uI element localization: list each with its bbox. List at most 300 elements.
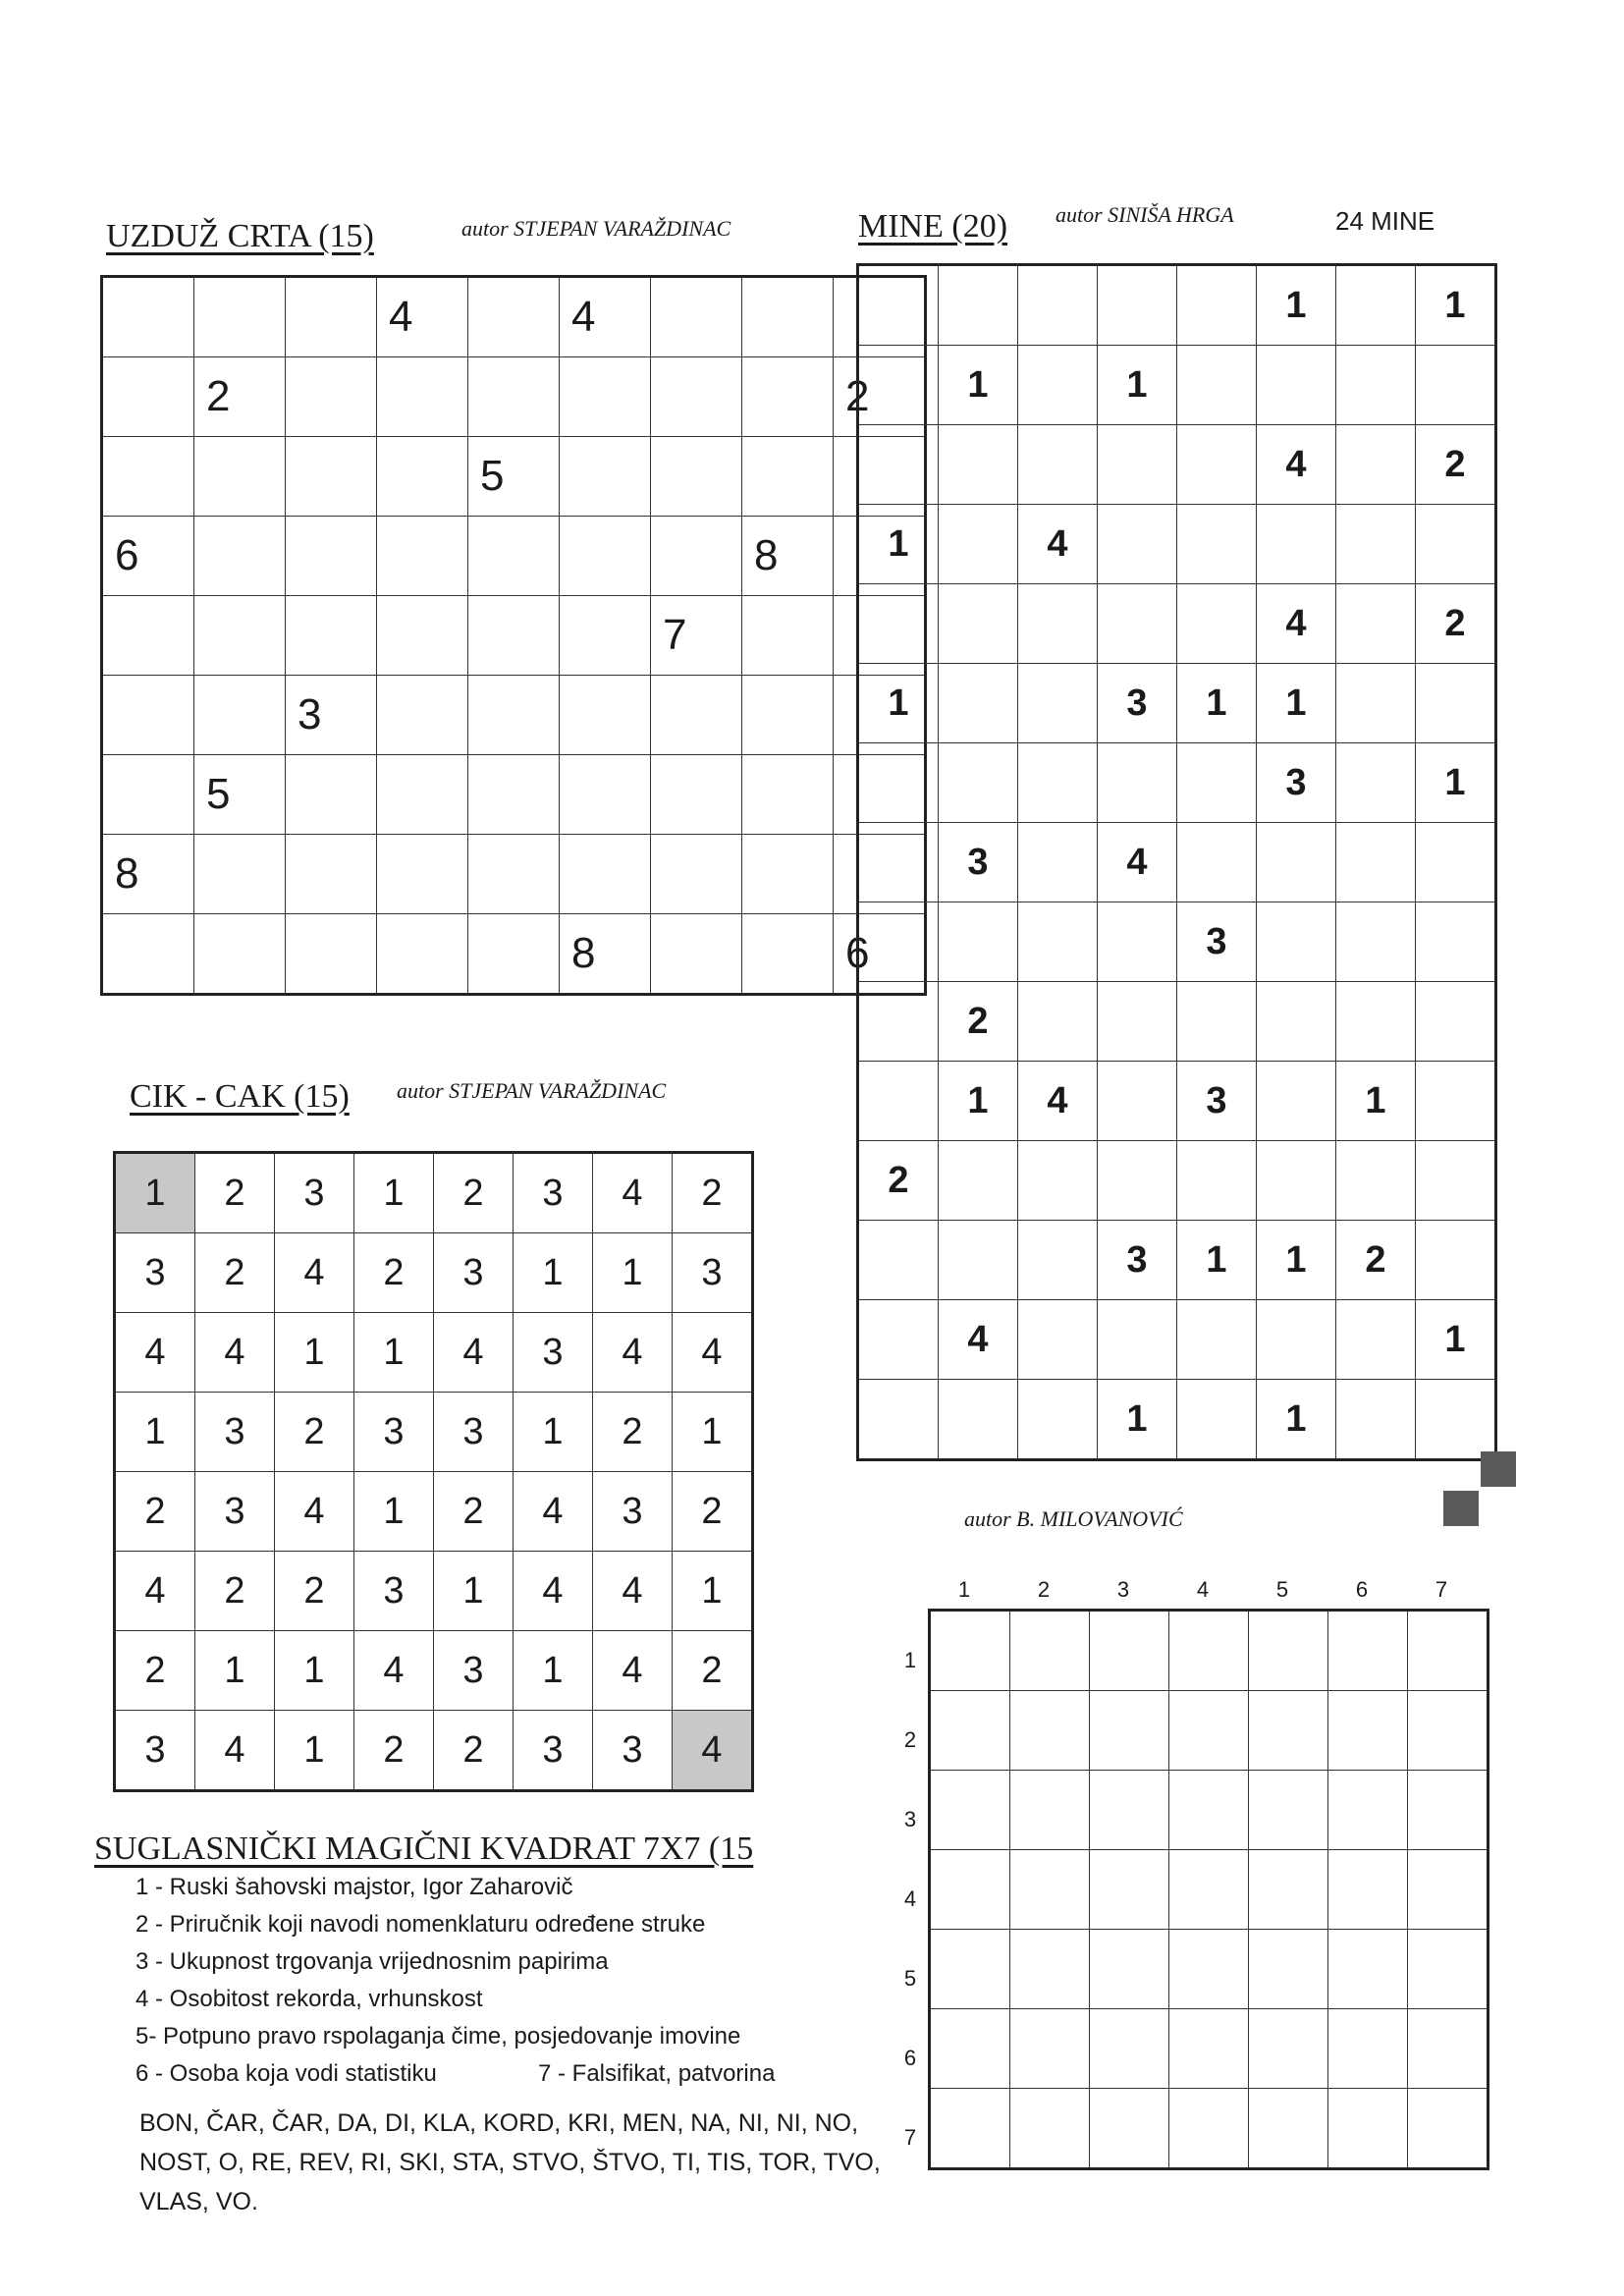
- grid-cell[interactable]: 8: [102, 835, 194, 914]
- grid-cell[interactable]: [651, 277, 742, 357]
- grid-cell[interactable]: [468, 676, 560, 755]
- magic-cell[interactable]: [930, 1850, 1010, 1930]
- grid-cell[interactable]: [102, 676, 194, 755]
- grid-cell[interactable]: [194, 596, 286, 676]
- grid-cell[interactable]: 3: [593, 1472, 673, 1552]
- grid-cell[interactable]: 3: [514, 1153, 593, 1233]
- grid-cell[interactable]: 4: [115, 1313, 195, 1393]
- grid-cell[interactable]: [1336, 902, 1416, 982]
- grid-cell[interactable]: 1: [673, 1552, 753, 1631]
- grid-cell[interactable]: [1336, 1141, 1416, 1221]
- grid-cell[interactable]: 1: [275, 1313, 354, 1393]
- grid-cell[interactable]: 4: [377, 277, 468, 357]
- grid-cell[interactable]: [939, 505, 1018, 584]
- grid-cell[interactable]: 4: [593, 1552, 673, 1631]
- grid-cell[interactable]: [651, 835, 742, 914]
- grid-cell[interactable]: [858, 584, 939, 664]
- grid-cell[interactable]: 3: [673, 1233, 753, 1313]
- grid-cell[interactable]: 2: [673, 1153, 753, 1233]
- magic-cell[interactable]: [1010, 1771, 1090, 1850]
- magic-cell[interactable]: [1408, 1611, 1489, 1691]
- grid-cell[interactable]: [742, 835, 834, 914]
- grid-cell[interactable]: [1177, 425, 1257, 505]
- grid-cell[interactable]: [1098, 265, 1177, 346]
- grid-cell[interactable]: 4: [673, 1313, 753, 1393]
- grid-cell[interactable]: 4: [593, 1153, 673, 1233]
- grid-cell[interactable]: 4: [195, 1711, 275, 1791]
- grid-cell[interactable]: [1177, 1141, 1257, 1221]
- magic-cell[interactable]: [1169, 2009, 1249, 2089]
- grid-cell[interactable]: 8: [742, 517, 834, 596]
- grid-cell[interactable]: 5: [194, 755, 286, 835]
- grid-cell[interactable]: 1: [1098, 346, 1177, 425]
- magic-cell[interactable]: [1328, 1771, 1408, 1850]
- grid-cell[interactable]: [194, 835, 286, 914]
- grid-cell[interactable]: [1098, 584, 1177, 664]
- grid-cell[interactable]: [1018, 346, 1098, 425]
- grid-cell[interactable]: [1257, 1141, 1336, 1221]
- grid-cell[interactable]: [1336, 346, 1416, 425]
- grid-cell[interactable]: 1: [1257, 1380, 1336, 1460]
- grid-cell[interactable]: [560, 676, 651, 755]
- grid-cell[interactable]: [858, 823, 939, 902]
- grid-cell[interactable]: 1: [593, 1233, 673, 1313]
- magic-cell[interactable]: [1010, 1930, 1090, 2009]
- grid-cell[interactable]: [560, 835, 651, 914]
- grid-cell[interactable]: [1336, 584, 1416, 664]
- grid-cell[interactable]: [1177, 743, 1257, 823]
- grid-cell[interactable]: 2: [1416, 584, 1496, 664]
- grid-cell[interactable]: [286, 437, 377, 517]
- grid-cell[interactable]: [1098, 902, 1177, 982]
- grid-cell[interactable]: [742, 277, 834, 357]
- grid-cell[interactable]: 2: [834, 357, 926, 437]
- grid-cell[interactable]: [1416, 1380, 1496, 1460]
- magic-cell[interactable]: [1328, 1930, 1408, 2009]
- grid-cell[interactable]: 3: [195, 1472, 275, 1552]
- grid-cell[interactable]: [1336, 425, 1416, 505]
- magic-cell[interactable]: [1010, 2089, 1090, 2169]
- grid-cell[interactable]: [194, 277, 286, 357]
- grid-cell[interactable]: [377, 676, 468, 755]
- magic-cell[interactable]: [1328, 1691, 1408, 1771]
- magic-cell[interactable]: [1249, 1850, 1328, 1930]
- grid-cell[interactable]: [286, 596, 377, 676]
- grid-cell[interactable]: [1336, 1380, 1416, 1460]
- grid-cell[interactable]: [1018, 1221, 1098, 1300]
- grid-cell[interactable]: [1416, 823, 1496, 902]
- grid-cell[interactable]: 4: [1098, 823, 1177, 902]
- grid-cell[interactable]: [1257, 1300, 1336, 1380]
- grid-cell[interactable]: 3: [115, 1711, 195, 1791]
- grid-cell[interactable]: [1416, 982, 1496, 1062]
- grid-cell[interactable]: 2: [434, 1153, 514, 1233]
- grid-cell[interactable]: [286, 914, 377, 995]
- grid-cell[interactable]: 4: [593, 1631, 673, 1711]
- grid-cell[interactable]: 1: [354, 1313, 434, 1393]
- grid-cell[interactable]: 4: [673, 1711, 753, 1791]
- grid-cell[interactable]: 1: [1177, 1221, 1257, 1300]
- grid-cell[interactable]: [102, 914, 194, 995]
- grid-cell[interactable]: [560, 596, 651, 676]
- grid-cell[interactable]: 1: [514, 1393, 593, 1472]
- magic-cell[interactable]: [1249, 2009, 1328, 2089]
- grid-cell[interactable]: [1416, 664, 1496, 743]
- grid-cell[interactable]: 5: [468, 437, 560, 517]
- magic-cell[interactable]: [930, 1691, 1010, 1771]
- grid-cell[interactable]: [1177, 1300, 1257, 1380]
- magic-cell[interactable]: [1169, 1850, 1249, 1930]
- grid-cell[interactable]: [1177, 1380, 1257, 1460]
- grid-cell[interactable]: [468, 914, 560, 995]
- magic-cell[interactable]: [1169, 1691, 1249, 1771]
- grid-cell[interactable]: [102, 755, 194, 835]
- grid-cell[interactable]: [651, 357, 742, 437]
- magic-cell[interactable]: [1249, 1691, 1328, 1771]
- magic-cell[interactable]: [1408, 2089, 1489, 2169]
- grid-cell[interactable]: [651, 517, 742, 596]
- grid-cell[interactable]: 2: [195, 1233, 275, 1313]
- grid-cell[interactable]: [1098, 982, 1177, 1062]
- grid-cell[interactable]: [1257, 902, 1336, 982]
- grid-cell[interactable]: [286, 517, 377, 596]
- grid-cell[interactable]: [742, 437, 834, 517]
- grid-cell[interactable]: 1: [1416, 743, 1496, 823]
- grid-cell[interactable]: 3: [195, 1393, 275, 1472]
- grid-cell[interactable]: 4: [275, 1472, 354, 1552]
- grid-cell[interactable]: [1018, 584, 1098, 664]
- grid-cell[interactable]: 3: [434, 1233, 514, 1313]
- grid-cell[interactable]: [377, 914, 468, 995]
- grid-cell[interactable]: [560, 755, 651, 835]
- grid-cell[interactable]: [1098, 505, 1177, 584]
- magic-cell[interactable]: [1328, 2009, 1408, 2089]
- grid-cell[interactable]: 4: [275, 1233, 354, 1313]
- grid-cell[interactable]: [858, 982, 939, 1062]
- grid-cell[interactable]: 4: [1257, 425, 1336, 505]
- grid-cell[interactable]: 4: [1018, 1062, 1098, 1141]
- grid-cell[interactable]: [858, 1300, 939, 1380]
- grid-cell[interactable]: 1: [195, 1631, 275, 1711]
- grid-cell[interactable]: [1257, 982, 1336, 1062]
- grid-cell[interactable]: [1098, 743, 1177, 823]
- grid-cell[interactable]: 3: [354, 1552, 434, 1631]
- grid-cell[interactable]: [1416, 1141, 1496, 1221]
- grid-cell[interactable]: [1336, 982, 1416, 1062]
- grid-cell[interactable]: [377, 755, 468, 835]
- grid-cell[interactable]: 3: [1098, 1221, 1177, 1300]
- grid-cell[interactable]: 2: [195, 1153, 275, 1233]
- grid-cell[interactable]: [1098, 1300, 1177, 1380]
- grid-cell[interactable]: [194, 517, 286, 596]
- grid-cell[interactable]: [1416, 505, 1496, 584]
- grid-cell[interactable]: [651, 437, 742, 517]
- grid-cell[interactable]: [939, 664, 1018, 743]
- grid-cell[interactable]: 3: [1177, 1062, 1257, 1141]
- magic-cell[interactable]: [1090, 1930, 1169, 2009]
- grid-cell[interactable]: 3: [1257, 743, 1336, 823]
- grid-cell[interactable]: 1: [1177, 664, 1257, 743]
- grid-cell[interactable]: [377, 437, 468, 517]
- grid-cell[interactable]: 2: [939, 982, 1018, 1062]
- grid-cell[interactable]: [1098, 425, 1177, 505]
- grid-cell[interactable]: [1018, 1380, 1098, 1460]
- grid-cell[interactable]: [939, 902, 1018, 982]
- grid-cell[interactable]: [1257, 505, 1336, 584]
- grid-cell[interactable]: [286, 835, 377, 914]
- grid-cell[interactable]: [858, 346, 939, 425]
- grid-cell[interactable]: [377, 517, 468, 596]
- grid-cell[interactable]: [1018, 1141, 1098, 1221]
- grid-cell[interactable]: 8: [560, 914, 651, 995]
- grid-cell[interactable]: 2: [275, 1393, 354, 1472]
- magic-cell[interactable]: [1169, 1611, 1249, 1691]
- grid-cell[interactable]: [742, 755, 834, 835]
- magic-cell[interactable]: [930, 2009, 1010, 2089]
- grid-cell[interactable]: [102, 357, 194, 437]
- grid-cell[interactable]: [468, 835, 560, 914]
- grid-cell[interactable]: [939, 584, 1018, 664]
- grid-cell[interactable]: 2: [194, 357, 286, 437]
- grid-cell[interactable]: [651, 676, 742, 755]
- grid-cell[interactable]: [1257, 823, 1336, 902]
- grid-cell[interactable]: [939, 1221, 1018, 1300]
- grid-cell[interactable]: 1: [858, 664, 939, 743]
- grid-cell[interactable]: 1: [275, 1631, 354, 1711]
- grid-cell[interactable]: [468, 277, 560, 357]
- grid-cell[interactable]: [102, 596, 194, 676]
- grid-cell[interactable]: 3: [354, 1393, 434, 1472]
- grid-cell[interactable]: 3: [115, 1233, 195, 1313]
- grid-cell[interactable]: [1098, 1141, 1177, 1221]
- grid-cell[interactable]: [1177, 982, 1257, 1062]
- grid-cell[interactable]: [1098, 1062, 1177, 1141]
- grid-cell[interactable]: [468, 596, 560, 676]
- magic-cell[interactable]: [930, 1771, 1010, 1850]
- magic-cell[interactable]: [1249, 1771, 1328, 1850]
- grid-cell[interactable]: [742, 914, 834, 995]
- grid-cell[interactable]: [1416, 1062, 1496, 1141]
- grid-cell[interactable]: [468, 517, 560, 596]
- grid-cell[interactable]: 4: [514, 1472, 593, 1552]
- grid-cell[interactable]: [1177, 584, 1257, 664]
- grid-cell[interactable]: 4: [434, 1313, 514, 1393]
- magic-cell[interactable]: [1010, 2009, 1090, 2089]
- grid-cell[interactable]: 1: [354, 1472, 434, 1552]
- grid-cell[interactable]: [1018, 982, 1098, 1062]
- grid-cell[interactable]: 2: [673, 1472, 753, 1552]
- grid-cell[interactable]: 2: [1416, 425, 1496, 505]
- grid-cell[interactable]: 4: [354, 1631, 434, 1711]
- grid-cell[interactable]: [742, 357, 834, 437]
- grid-cell[interactable]: 1: [115, 1153, 195, 1233]
- grid-cell[interactable]: [651, 914, 742, 995]
- grid-cell[interactable]: 2: [354, 1711, 434, 1791]
- grid-cell[interactable]: [560, 517, 651, 596]
- magic-cell[interactable]: [1090, 1771, 1169, 1850]
- grid-cell[interactable]: 1: [939, 1062, 1018, 1141]
- grid-cell[interactable]: [102, 437, 194, 517]
- grid-cell[interactable]: [1257, 346, 1336, 425]
- grid-cell[interactable]: [858, 743, 939, 823]
- grid-cell[interactable]: [939, 425, 1018, 505]
- grid-cell[interactable]: 2: [354, 1233, 434, 1313]
- grid-cell[interactable]: 3: [514, 1313, 593, 1393]
- magic-cell[interactable]: [1249, 1611, 1328, 1691]
- grid-cell[interactable]: 1: [434, 1552, 514, 1631]
- grid-cell[interactable]: [1018, 425, 1098, 505]
- grid-cell[interactable]: 3: [939, 823, 1018, 902]
- grid-cell[interactable]: [1018, 664, 1098, 743]
- magic-cell[interactable]: [1010, 1691, 1090, 1771]
- grid-cell[interactable]: 1: [1257, 1221, 1336, 1300]
- grid-cell[interactable]: 1: [1257, 664, 1336, 743]
- grid-cell[interactable]: [377, 835, 468, 914]
- grid-cell[interactable]: [1336, 743, 1416, 823]
- grid-cell[interactable]: 1: [115, 1393, 195, 1472]
- magic-cell[interactable]: [1090, 1691, 1169, 1771]
- magic-cell[interactable]: [930, 1930, 1010, 2009]
- grid-cell[interactable]: 2: [115, 1631, 195, 1711]
- grid-cell[interactable]: 2: [434, 1472, 514, 1552]
- grid-cell[interactable]: 1: [1336, 1062, 1416, 1141]
- grid-cell[interactable]: [1336, 823, 1416, 902]
- grid-cell[interactable]: [939, 743, 1018, 823]
- grid-cell[interactable]: [377, 596, 468, 676]
- grid-cell[interactable]: 1: [354, 1153, 434, 1233]
- grid-cell[interactable]: 1: [858, 505, 939, 584]
- grid-cell[interactable]: 1: [1098, 1380, 1177, 1460]
- grid-cell[interactable]: [286, 277, 377, 357]
- grid-cell[interactable]: 6: [834, 914, 926, 995]
- grid-cell[interactable]: [286, 357, 377, 437]
- grid-cell[interactable]: 3: [286, 676, 377, 755]
- grid-cell[interactable]: 3: [514, 1711, 593, 1791]
- grid-cell[interactable]: 1: [939, 346, 1018, 425]
- grid-cell[interactable]: [939, 265, 1018, 346]
- magic-cell[interactable]: [1408, 1930, 1489, 2009]
- grid-cell[interactable]: 2: [115, 1472, 195, 1552]
- grid-cell[interactable]: [1336, 1300, 1416, 1380]
- magic-cell[interactable]: [1408, 2009, 1489, 2089]
- grid-cell[interactable]: [1177, 505, 1257, 584]
- magic-cell[interactable]: [1090, 1611, 1169, 1691]
- magic-cell[interactable]: [1328, 2089, 1408, 2169]
- grid-cell[interactable]: [1177, 346, 1257, 425]
- grid-cell[interactable]: 4: [115, 1552, 195, 1631]
- grid-cell[interactable]: 1: [1257, 265, 1336, 346]
- grid-cell[interactable]: [1416, 346, 1496, 425]
- grid-cell[interactable]: [858, 265, 939, 346]
- grid-cell[interactable]: 2: [673, 1631, 753, 1711]
- grid-cell[interactable]: [468, 357, 560, 437]
- magic-cell[interactable]: [1169, 1771, 1249, 1850]
- grid-cell[interactable]: 2: [593, 1393, 673, 1472]
- grid-cell[interactable]: 1: [275, 1711, 354, 1791]
- grid-cell[interactable]: [102, 277, 194, 357]
- grid-cell[interactable]: [858, 1221, 939, 1300]
- grid-cell[interactable]: [1336, 265, 1416, 346]
- magic-cell[interactable]: [1010, 1611, 1090, 1691]
- grid-cell[interactable]: 1: [673, 1393, 753, 1472]
- grid-cell[interactable]: 2: [858, 1141, 939, 1221]
- grid-cell[interactable]: 3: [1098, 664, 1177, 743]
- grid-cell[interactable]: 4: [560, 277, 651, 357]
- grid-cell[interactable]: [286, 755, 377, 835]
- magic-cell[interactable]: [1090, 2089, 1169, 2169]
- grid-cell[interactable]: 2: [434, 1711, 514, 1791]
- grid-cell[interactable]: [194, 437, 286, 517]
- magic-cell[interactable]: [1169, 1930, 1249, 2009]
- grid-cell[interactable]: [651, 755, 742, 835]
- grid-cell[interactable]: [1416, 1221, 1496, 1300]
- magic-cell[interactable]: [1090, 2009, 1169, 2089]
- grid-cell[interactable]: [1018, 823, 1098, 902]
- grid-cell[interactable]: [1257, 1062, 1336, 1141]
- grid-cell[interactable]: [939, 1141, 1018, 1221]
- grid-cell[interactable]: 3: [275, 1153, 354, 1233]
- grid-cell[interactable]: 4: [514, 1552, 593, 1631]
- grid-cell[interactable]: [858, 902, 939, 982]
- grid-cell[interactable]: 4: [939, 1300, 1018, 1380]
- grid-cell[interactable]: 4: [195, 1313, 275, 1393]
- grid-cell[interactable]: [858, 1380, 939, 1460]
- magic-cell[interactable]: [1169, 2089, 1249, 2169]
- grid-cell[interactable]: 3: [434, 1393, 514, 1472]
- grid-cell[interactable]: [858, 1062, 939, 1141]
- grid-cell[interactable]: 4: [593, 1313, 673, 1393]
- grid-cell[interactable]: [742, 676, 834, 755]
- magic-cell[interactable]: [1408, 1850, 1489, 1930]
- grid-cell[interactable]: [1018, 743, 1098, 823]
- grid-cell[interactable]: 1: [514, 1233, 593, 1313]
- grid-cell[interactable]: 3: [593, 1711, 673, 1791]
- grid-cell[interactable]: 6: [102, 517, 194, 596]
- grid-cell[interactable]: 3: [1177, 902, 1257, 982]
- magic-cell[interactable]: [1249, 1930, 1328, 2009]
- grid-cell[interactable]: [1177, 265, 1257, 346]
- grid-cell[interactable]: [1336, 664, 1416, 743]
- grid-cell[interactable]: [468, 755, 560, 835]
- grid-cell[interactable]: [194, 914, 286, 995]
- magic-cell[interactable]: [1010, 1850, 1090, 1930]
- grid-cell[interactable]: 2: [195, 1552, 275, 1631]
- grid-cell[interactable]: 2: [1336, 1221, 1416, 1300]
- grid-cell[interactable]: 7: [651, 596, 742, 676]
- grid-cell[interactable]: [1416, 902, 1496, 982]
- grid-cell[interactable]: 1: [1416, 1300, 1496, 1380]
- grid-cell[interactable]: [1018, 902, 1098, 982]
- grid-cell[interactable]: [1336, 505, 1416, 584]
- grid-cell[interactable]: [1018, 265, 1098, 346]
- grid-cell[interactable]: 2: [275, 1552, 354, 1631]
- grid-cell[interactable]: [194, 676, 286, 755]
- magic-cell[interactable]: [930, 1611, 1010, 1691]
- magic-cell[interactable]: [1328, 1850, 1408, 1930]
- magic-cell[interactable]: [1328, 1611, 1408, 1691]
- grid-cell[interactable]: 4: [1257, 584, 1336, 664]
- magic-cell[interactable]: [1408, 1691, 1489, 1771]
- magic-cell[interactable]: [1090, 1850, 1169, 1930]
- grid-cell[interactable]: [1177, 823, 1257, 902]
- grid-cell[interactable]: 1: [1416, 265, 1496, 346]
- grid-cell[interactable]: [560, 357, 651, 437]
- grid-cell[interactable]: 4: [1018, 505, 1098, 584]
- magic-cell[interactable]: [1249, 2089, 1328, 2169]
- magic-cell[interactable]: [1408, 1771, 1489, 1850]
- grid-cell[interactable]: [939, 1380, 1018, 1460]
- grid-cell[interactable]: [377, 357, 468, 437]
